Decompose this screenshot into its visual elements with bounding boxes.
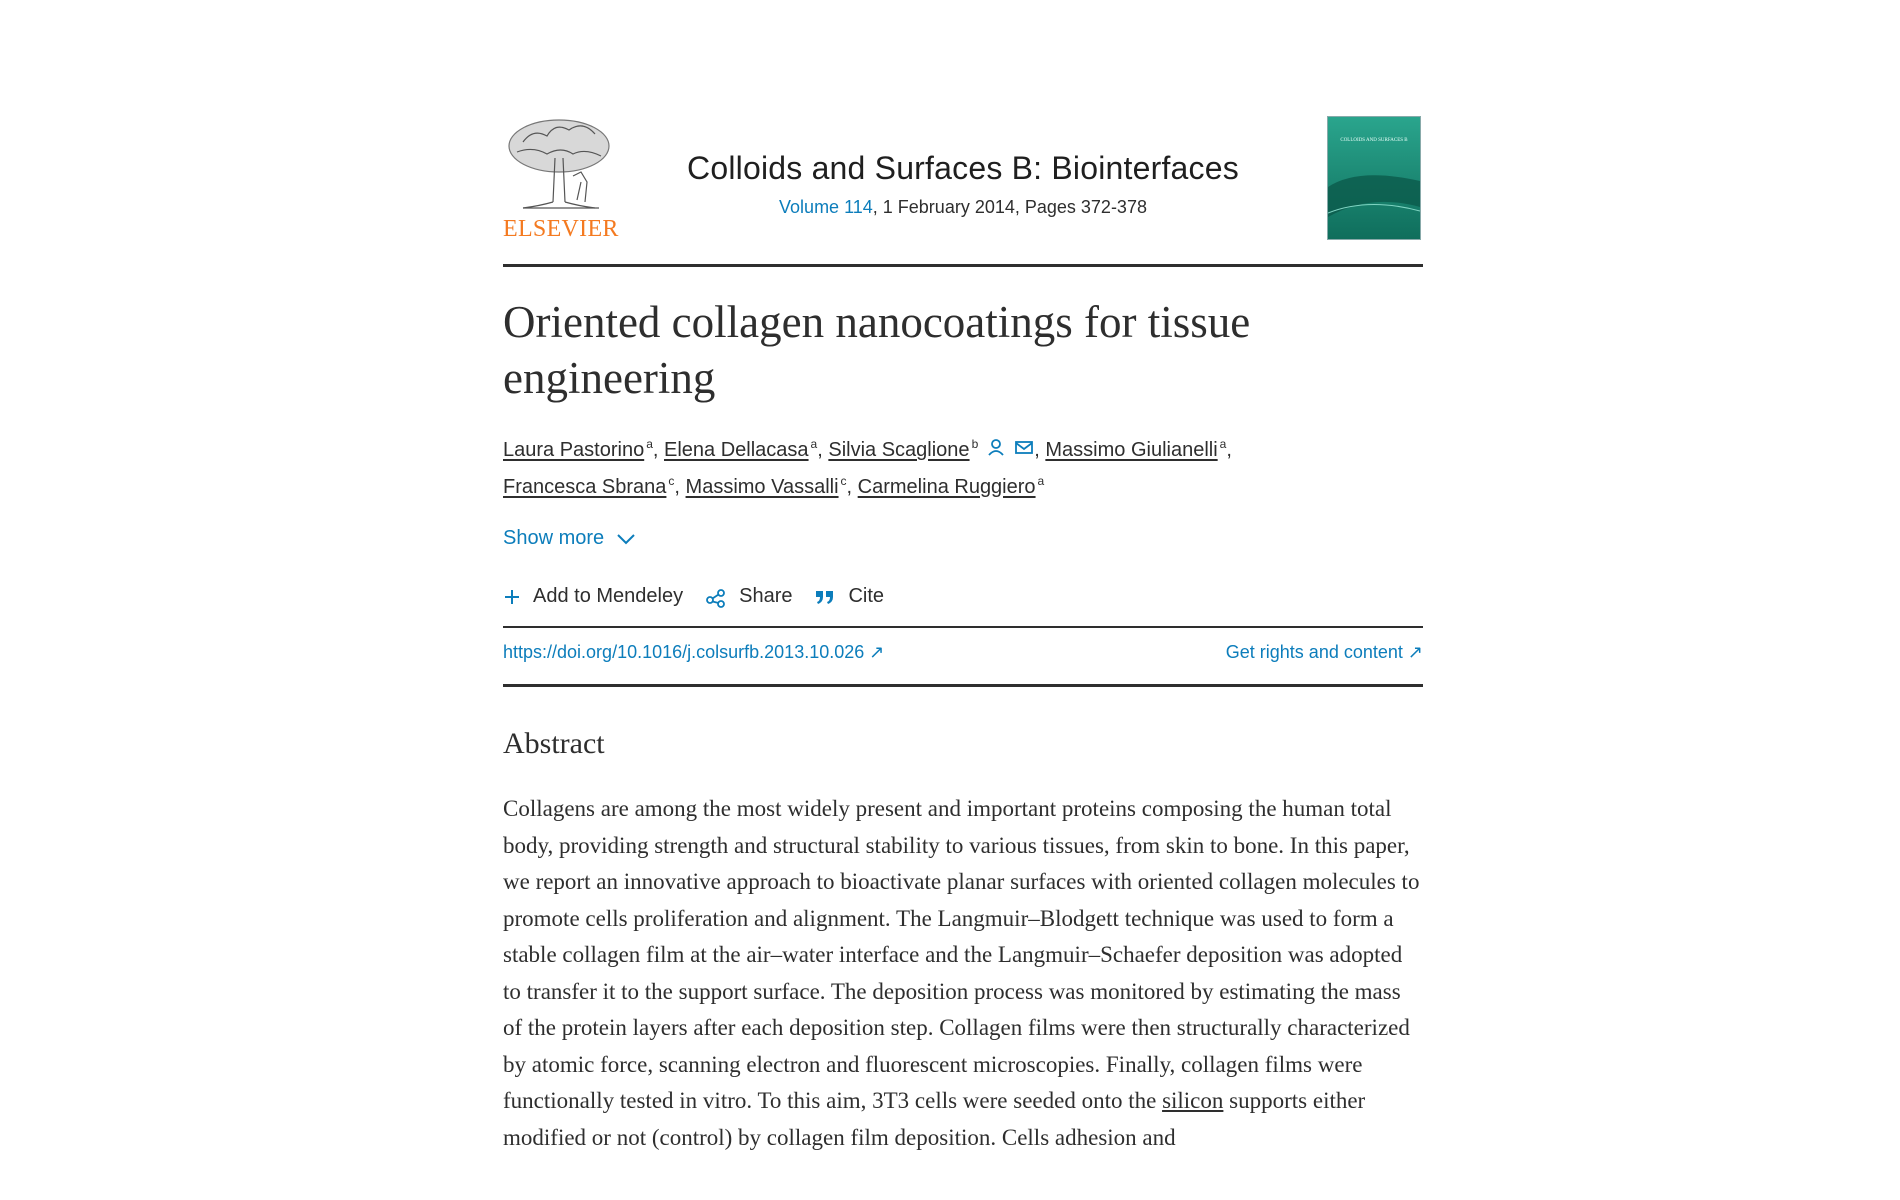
cover-title: COLLOIDS AND SURFACES B (1340, 138, 1408, 143)
share-label: Share (739, 585, 793, 607)
abstract-text-part-2: supports either modified or not (control) by collagen film deposition. Cells adhesion and (503, 1088, 1366, 1150)
journal-title[interactable]: Colloids and Surfaces B: Biointerfaces (687, 150, 1239, 186)
email-icon[interactable] (1014, 433, 1034, 469)
quote-icon (814, 587, 836, 607)
doi-text: https://doi.org/10.1016/j.colsurfb.2013.10.026 (503, 642, 865, 662)
mendeley-label: Add to Mendeley (533, 585, 684, 607)
external-link-icon: ↗ (1407, 642, 1423, 662)
author-link[interactable]: Silvia Scaglione (828, 439, 970, 461)
cite-label: Cite (848, 585, 885, 607)
author-link[interactable]: Massimo Vassalli (685, 475, 839, 498)
journal-info (683, 150, 1243, 218)
rights-link[interactable] (1226, 642, 1423, 663)
article-title: Oriented collagen nanocoatings for tissue engineering (503, 297, 1251, 403)
affiliation-marker: a (1037, 474, 1045, 489)
author-link[interactable]: Francesca Sbrana (503, 475, 667, 498)
plus-icon (503, 588, 521, 606)
chevron-down-icon (616, 532, 636, 546)
volume-link[interactable]: Volume 114 (779, 197, 873, 217)
doi-link[interactable] (503, 642, 884, 663)
issue-details: , 1 February 2014, Pages 372-378 (872, 197, 1147, 217)
silicon-link[interactable]: silicon (1162, 1088, 1224, 1113)
author-list: Laura Pastorino $^a$, Elena Dellacasa $^a$, Silvia Scaglione $^b$ , Massimo Giulianelli $^a$, Francesca Sbrana $^c$, Massimo Vassalli $^c$, Carmelina Ruggiero $^a$ (503, 432, 1403, 505)
author-link[interactable]: Elena Dellacasa (664, 439, 809, 461)
show-more-toggle[interactable] (503, 527, 636, 550)
author-link[interactable]: Laura Pastorino (503, 439, 645, 461)
journal-cover[interactable] (1327, 116, 1421, 240)
journal-cover-image (1328, 117, 1420, 239)
journal-header (503, 116, 1423, 267)
tree-logo-icon (503, 116, 615, 216)
issue-info (683, 197, 1243, 218)
doi-bar (503, 626, 1423, 687)
affiliation-marker: c (668, 474, 675, 489)
share-icon (705, 586, 727, 608)
abstract-heading: Abstract (503, 727, 605, 760)
show-more-label: Show more (503, 527, 605, 549)
article-toolbar (503, 585, 884, 608)
abstract-text-part-1: Collagens are among the most widely present and important proteins composing the human total body, providing strength and structural stability to various tissues, from skin to bone. In this paper, we report an innovative approach to bioactivate planar surfaces with oriented collagen molecules to promote cells proliferation and alignment. The Langmuir–Blodgett technique was used to form a stable collagen film at the air–water interface and the Langmuir–Schaefer deposition was adopted to transfer it to the support surface. The deposition process was monitored by estimating the mass of the protein layers after each deposition step. Collagen films were then structurally characterized by atomic force, scanning electron and fluorescent microscopies. Finally, collagen films were functionally tested in vitro. To this aim, 3T3 cells were seeded onto the (503, 796, 1420, 1113)
cite-button[interactable] (814, 585, 884, 608)
person-icon[interactable] (986, 433, 1006, 469)
abstract-text (503, 791, 1425, 1156)
publisher-logo[interactable] (503, 116, 619, 242)
affiliation-marker: a (646, 437, 653, 452)
add-to-mendeley-button[interactable] (503, 585, 683, 608)
share-button[interactable] (705, 585, 792, 608)
affiliation-marker: b (971, 437, 979, 452)
publisher-name: ELSEVIER (503, 216, 619, 242)
author-link[interactable]: Massimo Giulianelli (1045, 439, 1218, 461)
affiliation-marker: c (840, 474, 847, 489)
author-link[interactable]: Carmelina Ruggiero (857, 475, 1036, 498)
rights-text: Get rights and content (1225, 642, 1403, 662)
affiliation-marker: a (1219, 437, 1227, 452)
external-link-icon: ↗ (869, 642, 885, 662)
affiliation-marker: a (810, 437, 818, 452)
